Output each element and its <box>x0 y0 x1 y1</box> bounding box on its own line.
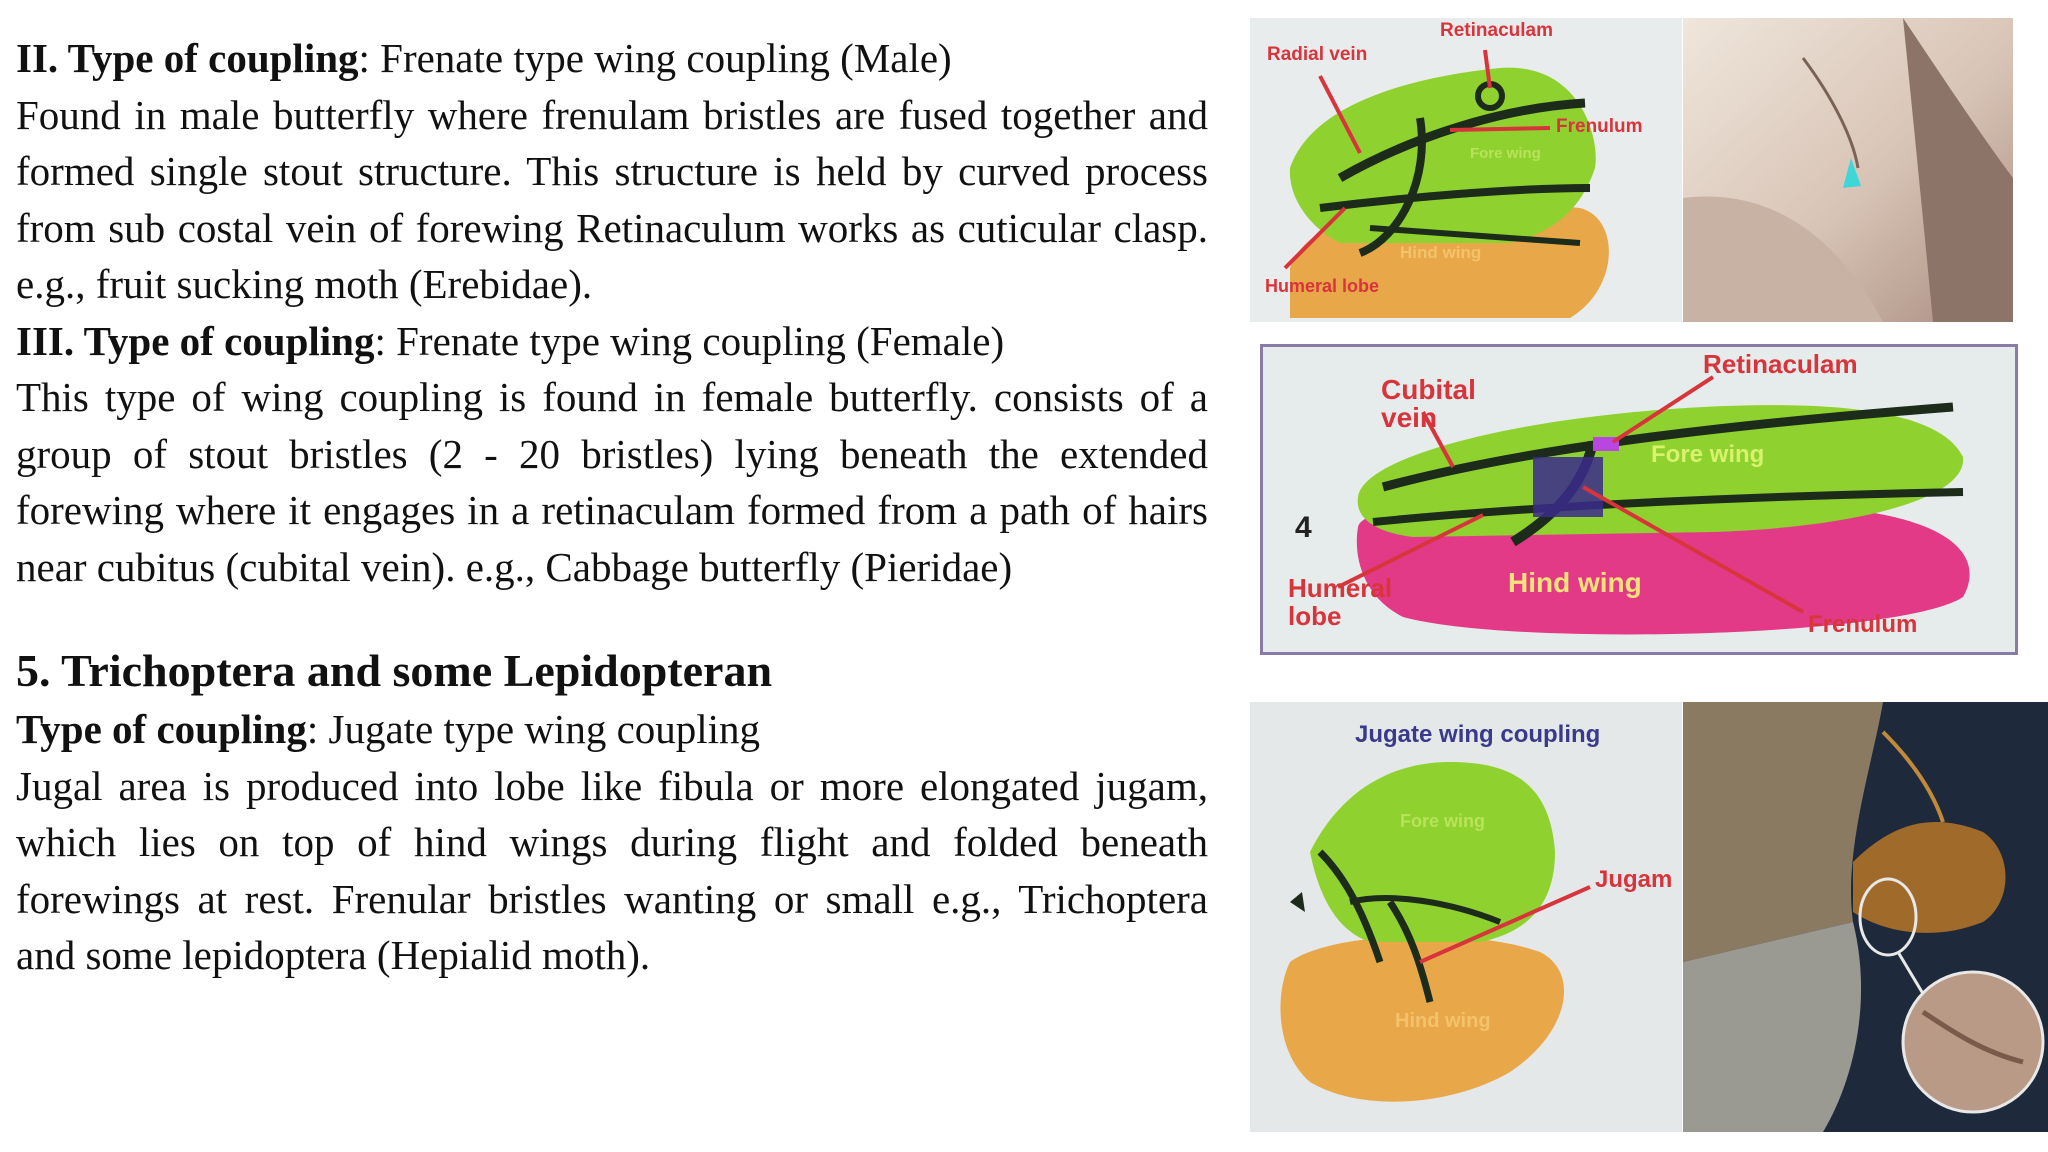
male-humeral-lobe-label: Humeral lobe <box>1265 276 1380 296</box>
section-ii-heading-rest: : Frenate type wing coupling (Male) <box>358 35 952 81</box>
female-frenulum-label: Frenulum <box>1808 611 1918 638</box>
female-frenate-diagram <box>1260 344 2018 655</box>
section-ii-body: Found in male butterfly where frenulam bristles are fused together and formed single stout structure. This structure is held by curved process from sub costal vein of forewing Retinaculum works as cuticular clasp. e.g., fruit sucking moth (Erebidae). <box>16 91 1208 307</box>
female-cubital-label-2: vein <box>1381 402 1438 433</box>
section-5-title: 5. Trichoptera and some Lepidopteran <box>16 645 773 696</box>
male-fore-wing-label: Fore wing <box>1470 145 1541 162</box>
male-hind-wing-label: Hind wing <box>1400 243 1482 262</box>
section-iii-heading <box>16 313 1208 370</box>
female-humeral-label-1: Humeral <box>1288 573 1393 603</box>
jugate-diagram <box>1250 702 1682 1132</box>
female-fore-wing-label: Fore wing <box>1651 441 1765 468</box>
section-ii-heading-bold: II. Type of coupling <box>16 35 359 81</box>
text-column <box>16 30 1208 984</box>
male-frenulum-label: Frenulum <box>1556 116 1643 137</box>
hepialid-moth-photo-svg <box>1683 702 2048 1132</box>
male-frenate-diagram <box>1250 18 1682 322</box>
female-frenate-diagram-svg <box>1263 347 2015 652</box>
jugate-jugam-label: Jugam <box>1595 866 1673 893</box>
female-humeral-label-2: lobe <box>1288 601 1342 631</box>
female-hind-wing-label: Hind wing <box>1508 567 1642 598</box>
section-5-coupling-rest: : Jugate type wing coupling <box>306 706 761 752</box>
jugate-diagram-svg <box>1250 702 1682 1132</box>
jugate-fore-wing-label: Fore wing <box>1400 811 1485 831</box>
section-5-body: Jugal area is produced into lobe like fibula or more elongated jugam, which lies on top of hind wings during flight and folded beneath forewings at rest. Frenular bristles wanting or small e.g., Trichoptera and some lepidoptera (Hepialid moth). <box>16 762 1208 978</box>
jugate-title-label: Jugate wing coupling <box>1355 721 1601 748</box>
female-figure-number: 4 <box>1295 511 1312 544</box>
hepialid-moth-photo <box>1683 702 2048 1132</box>
male-radial-vein-label: Radial vein <box>1267 44 1368 65</box>
male-moth-photo <box>1683 18 2013 322</box>
female-cubital-label-1: Cubital <box>1381 374 1476 405</box>
section-iii-heading-rest: : Frenate type wing coupling (Female) <box>374 317 1005 364</box>
male-frenate-diagram-svg <box>1250 18 1682 322</box>
section-5-coupling-bold: Type of coupling <box>16 706 307 752</box>
section-ii-heading <box>16 30 1208 87</box>
male-retinaculam-label: Retinaculam <box>1440 20 1553 41</box>
section-iii-body: This type of wing coupling is found in female butterfly. consists of a group of stout bristles (2 - 20 bristles) lying beneath the extended forewing where it engages in a retinaculam formed from a path of hairs near cubitus (cubital vein). e.g., Cabbage butterfly (Pieridae) <box>16 374 1208 590</box>
female-retinaculam-label: Retinaculam <box>1703 349 1858 379</box>
section-5-coupling <box>16 701 1208 758</box>
male-moth-photo-svg <box>1683 18 2013 322</box>
jugate-hind-wing-label: Hind wing <box>1395 1010 1491 1032</box>
section-iii-heading-bold: III. Type of coupling <box>16 317 375 364</box>
